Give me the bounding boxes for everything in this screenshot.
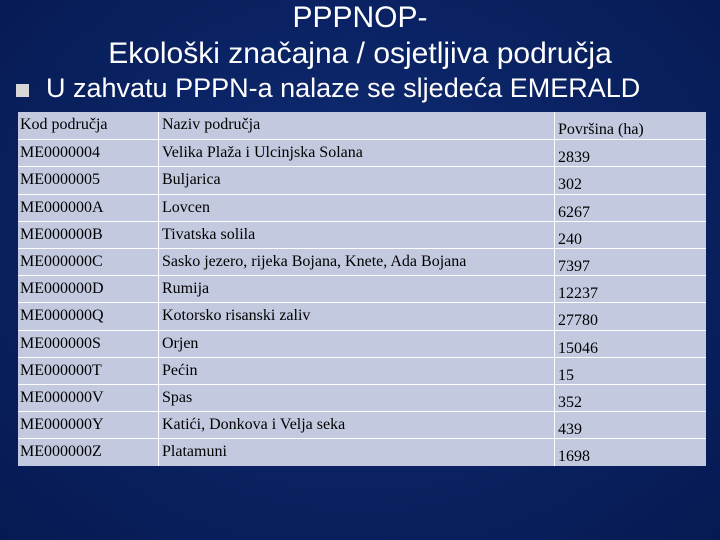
cell-area-value: 439 — [558, 421, 582, 439]
cell-code: ME000000T — [20, 361, 102, 379]
cell-area — [558, 222, 704, 248]
table-row — [18, 166, 706, 193]
cell-area-value: 15046 — [558, 339, 598, 357]
table-row — [18, 194, 706, 221]
cell-code: ME000000Q — [20, 307, 104, 325]
cell-code: ME0000005 — [20, 171, 100, 189]
table-row — [18, 384, 706, 411]
bullet-text-line-2 — [46, 106, 640, 110]
bullet-square-icon — [16, 84, 29, 97]
cell-name: Katići, Donkova i Velja seka — [162, 416, 346, 434]
cell-name: Kotorsko risanski zaliv — [162, 307, 311, 325]
cell-code: ME0000004 — [20, 144, 100, 162]
cell-area-value: 6267 — [558, 203, 590, 221]
cell-name: Buljarica — [162, 171, 221, 189]
cell-area-value: 2839 — [558, 149, 590, 167]
cell-area — [558, 385, 704, 411]
cell-area-value: 12237 — [558, 285, 598, 303]
cell-area-value: 302 — [558, 176, 582, 194]
slide-title-line-1: PPPNOP- — [292, 1, 428, 34]
cell-code: ME000000Z — [20, 443, 102, 461]
cell-area-value: 1698 — [558, 448, 590, 466]
table-row — [18, 248, 706, 275]
cell-area — [558, 331, 704, 357]
cell-area — [558, 303, 704, 329]
table-row — [18, 221, 706, 248]
cell-name: Platamuni — [162, 443, 227, 461]
slide-title — [0, 0, 720, 72]
bullet-text — [46, 70, 640, 110]
header-area-label: Površina (ha) — [558, 121, 644, 138]
table-row — [18, 438, 706, 465]
cell-area-value: 15 — [558, 366, 574, 384]
table-row — [18, 330, 706, 357]
cell-code: ME000000D — [20, 280, 104, 298]
cell-area-value: 240 — [558, 230, 582, 248]
cell-code: ME000000S — [20, 334, 101, 352]
cell-name: Pećin — [162, 361, 198, 379]
table-header-row — [18, 112, 706, 138]
cell-area — [558, 167, 704, 193]
table-row — [18, 411, 706, 438]
cell-name: Rumija — [162, 280, 210, 298]
cell-code: ME000000A — [20, 198, 104, 216]
cell-name: Spas — [162, 389, 193, 406]
bullet-text-line-1: U zahvatu PPPN-a nalaze se sljedeća EMERALD — [46, 73, 641, 103]
cell-name: Lovcen — [162, 198, 210, 216]
cell-area — [558, 358, 704, 384]
cell-code: ME000000V — [20, 389, 104, 406]
header-area — [558, 112, 704, 138]
table-row — [18, 302, 706, 329]
emerald-areas-table — [18, 112, 706, 466]
cell-code: ME000000C — [20, 253, 103, 270]
cell-name: Sasko jezero, rijeka Bojana, Knete, Ada Bojana — [162, 253, 467, 270]
cell-area — [558, 276, 704, 302]
header-name: Naziv područja — [162, 116, 261, 133]
cell-name: Tivatska solila — [162, 225, 256, 243]
cell-area — [558, 439, 704, 465]
cell-code: ME000000B — [20, 225, 103, 243]
table-row — [18, 357, 706, 384]
cell-area-value: 352 — [558, 394, 582, 411]
cell-area — [558, 412, 704, 438]
cell-area — [558, 249, 704, 275]
cell-name: Velika Plaža i Ulcinjska Solana — [162, 144, 363, 162]
cell-code: ME000000Y — [20, 416, 104, 434]
table-row — [18, 275, 706, 302]
cell-name: Orjen — [162, 334, 199, 352]
header-code: Kod područja — [20, 116, 108, 133]
cell-area-value: 27780 — [558, 312, 598, 330]
cell-area — [558, 195, 704, 221]
table-row — [18, 139, 706, 166]
bullet-point — [16, 70, 716, 110]
slide-title-line-2: Ekološki značajna / osjetljiva područja — [108, 37, 612, 70]
cell-area-value: 7397 — [558, 258, 590, 275]
cell-area — [558, 140, 704, 166]
